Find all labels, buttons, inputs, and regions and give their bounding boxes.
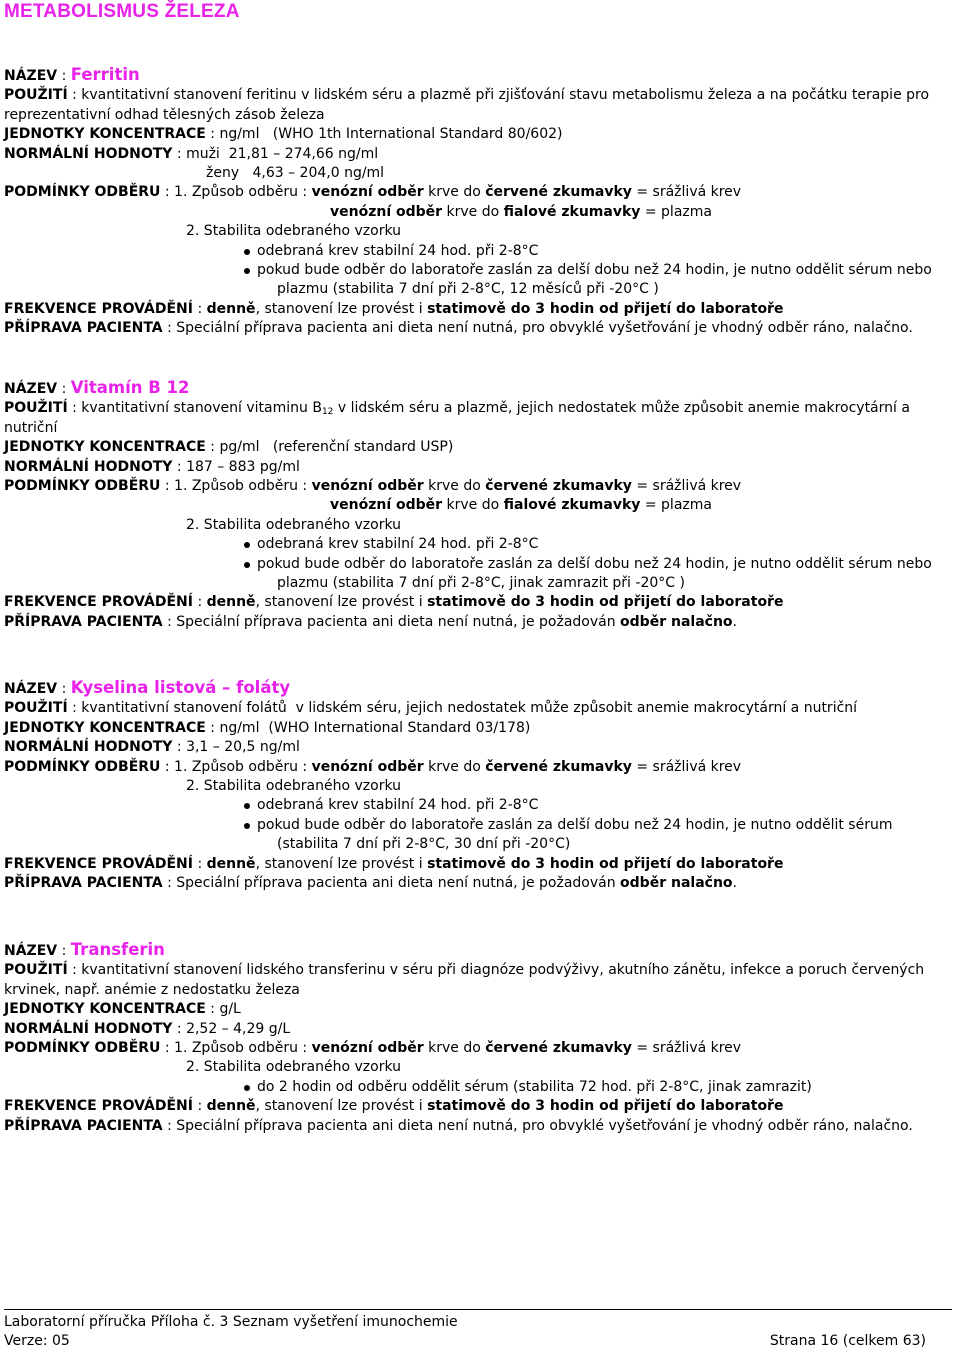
colon: : xyxy=(302,478,308,495)
colon: : xyxy=(164,184,170,201)
pouziti-label: POUŽITÍ xyxy=(4,700,68,717)
priprava-text: Speciální příprava pacienta ani dieta není nutná, xyxy=(176,1117,518,1134)
podminky-label: PODMÍNKY ODBĚRU xyxy=(4,184,161,201)
colon: : xyxy=(197,855,203,872)
bullet-text: pokud bude odběr do laboratoře zaslán za delší dobu než 24 hodin, je nutno oddělit sérum nebo xyxy=(257,262,932,279)
normalni-label: NORMÁLNÍ HODNOTY xyxy=(4,458,173,475)
normalni-row xyxy=(4,458,952,477)
test-name: Kyselina listová – foláty xyxy=(70,678,291,697)
priprava-row xyxy=(4,319,952,338)
colon: : xyxy=(164,478,170,495)
normalni-text: 187 – 883 pg/ml xyxy=(186,458,300,475)
pouziti-row xyxy=(4,399,952,438)
srazliva-text: = srážlivá krev xyxy=(636,478,742,495)
priprava-row: PŘÍPRAVA PACIENTA : Speciální příprava pacienta ani dieta není nutná, je požadován odběr nalačno. xyxy=(4,875,737,892)
zpusob-text: 1. Způsob odběru xyxy=(174,478,298,495)
colon: : xyxy=(72,962,77,979)
colon: : xyxy=(61,681,67,697)
colon: : xyxy=(210,719,215,736)
jednotky-row xyxy=(4,438,952,457)
odber-nalacno: odběr nalačno xyxy=(620,613,733,630)
jednotky-text: ng/ml (WHO International Standard 03/178) xyxy=(219,719,531,736)
colon: : xyxy=(210,1001,215,1018)
venozni-text: venózní odběr xyxy=(311,1040,424,1057)
nazev-label: NÁZEV xyxy=(4,681,58,697)
colon: : xyxy=(61,68,67,84)
bullet-text: pokud bude odběr do laboratoře zaslán za delší dobu než 24 hodin, je nutno oddělit sérum xyxy=(257,816,893,833)
plazma-text: = plazma xyxy=(644,203,712,220)
colon: : xyxy=(167,613,172,630)
bullet-item xyxy=(4,261,952,280)
pouziti-text: kvantitativní stanovení feritinu v lidském séru a plazmě při zjišťování stavu metabolismu železa a na počátku terapie pro reprezentativní odhad tělesných zásob železa xyxy=(4,87,930,123)
colon: : xyxy=(210,126,215,143)
priprava-text: Speciální příprava pacienta ani dieta není nutná, xyxy=(176,320,518,337)
statim-text: statimově do 3 hodin od přijetí do laboratoře xyxy=(427,1098,784,1115)
bullet-item xyxy=(4,535,952,554)
priprava-end: je požadován xyxy=(522,875,616,892)
bullet-text: odebraná krev stabilní 24 hod. při 2-8°C xyxy=(257,536,539,553)
venozni-text: venózní odběr xyxy=(330,497,443,514)
jednotky-label: JEDNOTKY KONCENTRACE xyxy=(4,126,206,143)
colon: : xyxy=(176,145,182,162)
bullet-icon xyxy=(244,542,250,548)
bullet-text-cont: plazmu (stabilita 7 dní při 2-8°C, 12 měsíců při -20°C ) xyxy=(277,281,659,298)
krve-do: krve do xyxy=(428,758,481,775)
denne-text: denně xyxy=(206,300,256,317)
colon: : xyxy=(167,875,172,892)
stanoveni-text: , stanovení lze provést i xyxy=(255,300,423,317)
pouziti-label: POUŽITÍ xyxy=(4,962,68,979)
pouziti-text: kvantitativní stanovení lidského transferinu v séru při diagnóze podvýživy, akutního zánětu, infekce a poruch červených krvinek, např. anémie z nedostatku železa xyxy=(4,962,925,998)
podminky-row xyxy=(4,183,952,202)
colon: : xyxy=(302,1040,308,1057)
bullet-item xyxy=(4,1078,952,1097)
podminky-label: PODMÍNKY ODBĚRU xyxy=(4,478,161,495)
page-title: METABOLISMUS ŽELEZA xyxy=(4,1,240,22)
colon: : xyxy=(197,1098,203,1115)
bullet-item xyxy=(4,796,952,815)
podminky-label: PODMÍNKY ODBĚRU xyxy=(4,1040,161,1057)
pouziti-row xyxy=(4,86,952,125)
denne-text: denně xyxy=(206,594,256,611)
stabilita-row: 2. Stabilita odebraného vzorku xyxy=(186,223,402,240)
section-transferin xyxy=(4,940,952,1136)
venozni-text: venózní odběr xyxy=(311,758,424,775)
frekvence-row xyxy=(4,855,952,874)
priprava-end: pro obvyklé vyšetřování je vhodný odběr ráno, nalačno. xyxy=(522,320,913,337)
cervene-text: červené zkumavky xyxy=(485,758,632,775)
fialove-row xyxy=(4,496,952,515)
podminky-label: PODMÍNKY ODBĚRU xyxy=(4,758,161,775)
jednotky-row xyxy=(4,719,952,738)
normalni-row xyxy=(4,738,952,757)
pouziti-label: POUŽITÍ xyxy=(4,400,68,417)
pouziti-text: kvantitativní stanovení vitaminu B xyxy=(81,400,322,417)
venozni-text: venózní odběr xyxy=(311,478,424,495)
krve-do: krve do xyxy=(446,203,500,220)
colon: : xyxy=(167,1117,172,1134)
krve-do: krve do xyxy=(428,184,481,201)
stabilita-row: 2. Stabilita odebraného vzorku xyxy=(186,516,402,533)
krve-do: krve do xyxy=(428,478,481,495)
section-ferritin xyxy=(4,65,952,339)
stabilita-row: 2. Stabilita odebraného vzorku xyxy=(186,778,402,795)
nazev-row xyxy=(4,378,952,399)
footer-version: Verze: 05 xyxy=(4,1333,70,1349)
frekvence-label: FREKVENCE PROVÁDĚNÍ xyxy=(4,1098,193,1115)
priprava-label: PŘÍPRAVA PACIENTA xyxy=(4,613,163,630)
bullet-item xyxy=(4,816,952,835)
priprava-end: je požadován xyxy=(522,613,616,630)
test-name: Transferin xyxy=(70,940,165,959)
test-name: Ferritin xyxy=(70,65,140,84)
bullet-icon xyxy=(244,1085,250,1091)
jednotky-label: JEDNOTKY KONCENTRACE xyxy=(4,439,206,456)
krve-do: krve do xyxy=(428,1040,481,1057)
bullet-text: pokud bude odběr do laboratoře zaslán za delší dobu než 24 hodin, je nutno oddělit sérum nebo xyxy=(257,555,932,572)
pouziti-text: kvantitativní stanovení folátů v lidském séru, jejich nedostatek může způsobit anemie makrocytární a nutriční xyxy=(81,700,858,717)
odber-nalacno: odběr nalačno xyxy=(620,875,733,892)
bullet-text: do 2 hodin od odběru oddělit sérum (stabilita 72 hod. při 2-8°C, jinak zamrazit) xyxy=(257,1078,812,1095)
srazliva-text: = srážlivá krev xyxy=(636,1040,742,1057)
normalni-text: 3,1 – 20,5 ng/ml xyxy=(186,739,300,756)
colon: : xyxy=(72,700,77,717)
frekvence-row xyxy=(4,1097,952,1116)
cervene-text: červené zkumavky xyxy=(485,478,632,495)
section-vitamin-b12 xyxy=(4,378,952,632)
statim-text: statimově do 3 hodin od přijetí do laboratoře xyxy=(427,594,784,611)
krve-do: krve do xyxy=(446,497,500,514)
nazev-row xyxy=(4,940,952,961)
frekvence-label: FREKVENCE PROVÁDĚNÍ xyxy=(4,594,193,611)
priprava-text: Speciální příprava pacienta ani dieta není nutná, xyxy=(176,613,518,630)
pouziti-subscript: 12 xyxy=(321,407,334,418)
bullet-icon xyxy=(244,249,250,255)
bullet-text: odebraná krev stabilní 24 hod. při 2-8°C xyxy=(257,797,539,814)
statim-text: statimově do 3 hodin od přijetí do laboratoře xyxy=(427,855,784,872)
colon: : xyxy=(176,739,182,756)
frekvence-row xyxy=(4,300,952,319)
jednotky-label: JEDNOTKY KONCENTRACE xyxy=(4,719,206,736)
priprava-row xyxy=(4,1117,952,1136)
colon: : xyxy=(164,1040,170,1057)
fialove-text: fialové zkumavky xyxy=(503,203,641,220)
stanoveni-text: , stanovení lze provést i xyxy=(255,855,423,872)
normalni-label: NORMÁLNÍ HODNOTY xyxy=(4,1020,173,1037)
normalni-text: 2,52 – 4,29 g/L xyxy=(186,1020,291,1037)
nazev-label: NÁZEV xyxy=(4,943,58,959)
section-folaty xyxy=(4,678,952,893)
fialove-text: fialové zkumavky xyxy=(503,497,641,514)
normalni-label: NORMÁLNÍ HODNOTY xyxy=(4,145,173,162)
stabilita-row: 2. Stabilita odebraného vzorku xyxy=(186,1059,402,1076)
nazev-label: NÁZEV xyxy=(4,381,58,397)
nazev-row xyxy=(4,65,952,86)
stanoveni-text: , stanovení lze provést i xyxy=(255,594,423,611)
jednotky-row xyxy=(4,125,952,144)
priprava-label: PŘÍPRAVA PACIENTA xyxy=(4,320,163,337)
jednotky-row xyxy=(4,1000,952,1019)
frekvence-label: FREKVENCE PROVÁDĚNÍ xyxy=(4,300,193,317)
pouziti-row xyxy=(4,699,952,718)
colon: : xyxy=(302,758,308,775)
bullet-text-cont: (stabilita 7 dní při 2-8°C, 30 dní při -20°C) xyxy=(277,836,571,853)
jednotky-text: ng/ml (WHO 1th International Standard 80/602) xyxy=(219,126,563,143)
colon: : xyxy=(197,594,203,611)
colon: : xyxy=(197,300,203,317)
jednotky-text: pg/ml (referenční standard USP) xyxy=(219,439,454,456)
venozni-text: venózní odběr xyxy=(330,203,443,220)
colon: : xyxy=(61,943,67,959)
bullet-item xyxy=(4,242,952,261)
colon: : xyxy=(72,87,77,104)
statim-text: statimově do 3 hodin od přijetí do laboratoře xyxy=(427,300,784,317)
stanoveni-text: , stanovení lze provést i xyxy=(255,1098,423,1115)
denne-text: denně xyxy=(206,1098,256,1115)
fialove-row xyxy=(4,203,952,222)
colon: : xyxy=(72,400,77,417)
pouziti-label: POUŽITÍ xyxy=(4,87,68,104)
podminky-row xyxy=(4,477,952,496)
venozni-text: venózní odběr xyxy=(311,184,424,201)
priprava-end: pro obvyklé vyšetřování je vhodný odběr ráno, nalačno. xyxy=(522,1117,913,1134)
colon: : xyxy=(176,1020,182,1037)
colon: : xyxy=(302,184,308,201)
frekvence-label: FREKVENCE PROVÁDĚNÍ xyxy=(4,855,193,872)
priprava-row: PŘÍPRAVA PACIENTA : Speciální příprava pacienta ani dieta není nutná, je požadován odběr nalačno. xyxy=(4,613,737,630)
nazev-label: NÁZEV xyxy=(4,68,58,84)
normalni-label: NORMÁLNÍ HODNOTY xyxy=(4,739,173,756)
zpusob-text: 1. Způsob odběru xyxy=(174,1040,298,1057)
normalni-row xyxy=(4,1020,952,1039)
plazma-text: = plazma xyxy=(644,497,712,514)
pouziti-text-b: v lidském séru a plazmě, jejich nedostatek může způsobit anemie makrocytární a nutriční xyxy=(4,400,910,436)
zpusob-text: 1. Způsob odběru xyxy=(174,758,298,775)
colon: : xyxy=(210,439,215,456)
cervene-text: červené zkumavky xyxy=(485,184,632,201)
bullet-text-cont: plazmu (stabilita 7 dní při 2-8°C, jinak zamrazit při -20°C ) xyxy=(277,575,685,592)
bullet-icon xyxy=(244,562,250,568)
footer-manual-title: Laboratorní příručka Příloha č. 3 Seznam vyšetření imunochemie xyxy=(4,1314,458,1330)
jednotky-text: g/L xyxy=(219,1001,241,1018)
frekvence-row xyxy=(4,593,952,612)
srazliva-text: = srážlivá krev xyxy=(636,184,742,201)
bullet-text: odebraná krev stabilní 24 hod. při 2-8°C xyxy=(257,242,539,259)
pouziti-row xyxy=(4,961,952,1000)
bullet-icon xyxy=(244,823,250,829)
denne-text: denně xyxy=(206,855,256,872)
priprava-label: PŘÍPRAVA PACIENTA xyxy=(4,1117,163,1134)
footer-page-number: Strana 16 (celkem 63) xyxy=(769,1333,926,1349)
normalni-row xyxy=(4,145,952,164)
colon: : xyxy=(176,458,182,475)
podminky-row xyxy=(4,758,952,777)
colon: : xyxy=(61,381,67,397)
cervene-text: červené zkumavky xyxy=(485,1040,632,1057)
bullet-item xyxy=(4,555,952,574)
test-name: Vitamín B 12 xyxy=(70,378,190,397)
jednotky-label: JEDNOTKY KONCENTRACE xyxy=(4,1001,206,1018)
bullet-icon xyxy=(244,803,250,809)
srazliva-text: = srážlivá krev xyxy=(636,758,742,775)
bullet-icon xyxy=(244,268,250,274)
colon: : xyxy=(167,320,172,337)
normalni-text-zeny: ženy 4,63 – 204,0 ng/ml xyxy=(206,165,385,182)
normalni-text-muzi: muži 21,81 – 274,66 ng/ml xyxy=(186,145,379,162)
priprava-text: Speciální příprava pacienta ani dieta není nutná, xyxy=(176,875,518,892)
colon: : xyxy=(164,758,170,775)
podminky-row xyxy=(4,1039,952,1058)
priprava-label: PŘÍPRAVA PACIENTA xyxy=(4,875,163,892)
nazev-row xyxy=(4,678,952,699)
zpusob-text: 1. Způsob odběru xyxy=(174,184,298,201)
footer-divider xyxy=(4,1309,952,1310)
